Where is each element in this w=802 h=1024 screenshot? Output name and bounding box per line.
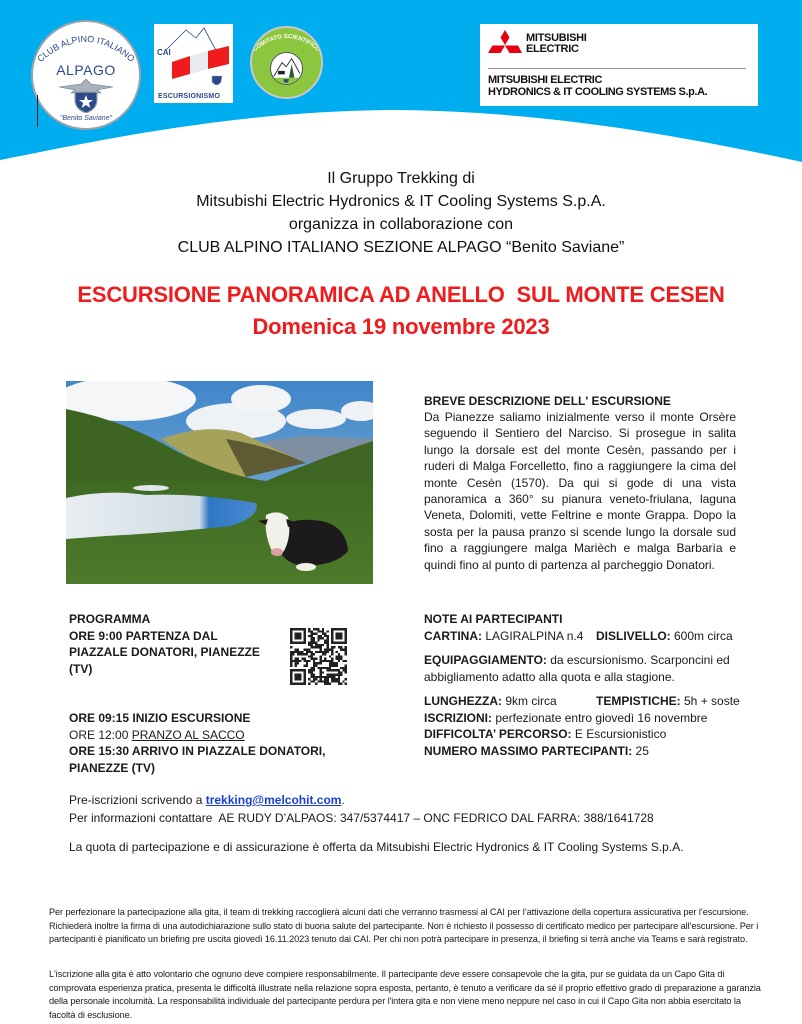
comitato-scientifico-logo bbox=[250, 26, 323, 99]
dislivello-value: 600m circa bbox=[670, 628, 733, 643]
comitato-ring-text-arc bbox=[252, 28, 321, 52]
mitsubishi-electric-logo bbox=[480, 24, 758, 106]
lunghezza-value: 9km circa bbox=[502, 694, 557, 708]
note-iscrizioni bbox=[424, 710, 754, 727]
programma-item-arrival: ORE 15:30 ARRIVO IN PIAZZALE DONATORI, PIANEZZE (TV) bbox=[69, 744, 326, 775]
preiscrizioni-suffix: . bbox=[341, 793, 345, 807]
note-row-lunghezza bbox=[424, 693, 754, 710]
landscape-photo-image bbox=[66, 381, 373, 584]
brand-line-2: ELECTRIC bbox=[526, 43, 579, 55]
numero-label: NUMERO MASSIMO PARTECIPANTI: bbox=[424, 743, 633, 758]
cai-motto: "Benito Saviane" bbox=[59, 115, 113, 122]
intro-line-3: organizza in collaborazione con bbox=[288, 216, 514, 233]
lunghezza-label: LUNGHEZZA: bbox=[424, 694, 502, 708]
programma-item-start: ORE 09:15 INIZIO ESCURSIONE bbox=[69, 711, 251, 725]
intro-text bbox=[0, 167, 802, 259]
description-text: Da Pianezze saliamo inizialmente verso il monte Orsère seguendo il Sentiero del Narciso. Si prosegue in salita lungo la dorsale est del monte Cesèn, passando per i ruderi di Malga Forcelletto, fino a raggiungere la cima del monte Cesèn (1570). Da qui si gode di una vista panoramica a 360° su pianura veneto-friulana, laguna Veneta, Dolomiti, vette Feltrine e monte Grappa. Dopo la sosta per la pausa pranzo si scende lungo la dorsale sud fino a raggiungere malga Marièch e malga Barbarìa e quindi fino al punto di partenza al parcheggio Donatori. bbox=[424, 410, 736, 572]
quota-note: La quota di partecipazione e di assicurazione è offerta da Mitsubishi Electric Hydronics & IT Cooling Systems S.p.A. bbox=[69, 840, 684, 854]
equipaggiamento-value: da escursionismo. Scarponcini ed abbigliamento adatto alla quota e alla stagione. bbox=[424, 653, 730, 684]
note-heading: NOTE AI PARTECIPANTI bbox=[424, 612, 563, 626]
description-section bbox=[424, 393, 736, 573]
header-banner bbox=[0, 0, 802, 170]
escursionismo-label: ESCURSIONISMO bbox=[158, 93, 221, 100]
cai-escursionismo-logo bbox=[154, 24, 233, 103]
iscrizioni-label: ISCRIZIONI: bbox=[424, 710, 492, 725]
lunch-time: ORE 12:00 bbox=[69, 727, 132, 742]
programma-item-departure: ORE 9:00 PARTENZA DAL PIAZZALE DONATORI, PIANEZZE (TV) bbox=[69, 628, 260, 676]
mitsubishi-company-name bbox=[488, 74, 707, 98]
note-difficolta bbox=[424, 726, 754, 743]
cai-alpago-logo bbox=[31, 20, 141, 130]
cartina-label: CARTINA: bbox=[424, 628, 482, 643]
note-equipaggiamento bbox=[424, 652, 754, 685]
qr-code[interactable] bbox=[290, 628, 347, 685]
event-date: Domenica 19 novembre 2023 bbox=[252, 314, 550, 339]
company-line-1: MITSUBISHI ELECTRIC bbox=[488, 74, 603, 86]
comitato-ring-text: COMITATO SCIENTIFICO bbox=[252, 33, 321, 52]
iscrizioni-value: perfezionate entro giovedì 16 novembre bbox=[492, 710, 708, 725]
cartina-value: LAGIRALPINA n.4 bbox=[482, 628, 584, 643]
landscape-photo bbox=[66, 381, 373, 584]
programma-heading: PROGRAMMA bbox=[69, 612, 151, 626]
logo-divider bbox=[488, 68, 746, 69]
programma-item-lunch bbox=[69, 727, 379, 744]
numero-value: 25 bbox=[632, 743, 649, 758]
intro-line-1: Il Gruppo Trekking di bbox=[327, 170, 475, 187]
preiscrizioni-text: Pre-iscrizioni scrivendo a bbox=[69, 793, 206, 807]
contacts-section bbox=[69, 791, 769, 827]
event-title bbox=[0, 279, 802, 343]
difficolta-value: E Escursionistico bbox=[571, 727, 667, 741]
note-section bbox=[424, 611, 754, 759]
intro-line-2: Mitsubishi Electric Hydronics & IT Cooling Systems S.p.A. bbox=[196, 193, 606, 210]
brand-line-1: MITSUBISHI bbox=[526, 32, 587, 44]
mitsubishi-brand bbox=[526, 33, 587, 55]
divider-line bbox=[37, 95, 38, 127]
equipaggiamento-label: EQUIPAGGIAMENTO: bbox=[424, 653, 547, 667]
cai-section-name: ALPAGO bbox=[56, 62, 116, 78]
dislivello-label: DISLIVELLO: bbox=[596, 628, 671, 643]
lunch-text: PRANZO AL SACCO bbox=[131, 727, 245, 742]
mountain-ibex-icon bbox=[270, 52, 303, 85]
tempistiche-label: TEMPISTICHE: bbox=[596, 694, 681, 708]
company-line-2: HYDRONICS & IT COOLING SYSTEMS S.p.A. bbox=[488, 86, 708, 98]
cai-ring-text: CLUB ALPINO ITALIANO bbox=[35, 33, 137, 64]
preiscrizioni-line bbox=[69, 791, 769, 809]
eagle-shield-icon bbox=[57, 79, 115, 113]
fine-print-paragraph-2: L'iscrizione alla gita è atto volontario che ognuno deve compiere responsabilmente. Il partecipante deve essere consapevole che la gita, pur se guidata da un Capo Gita di comprovata esperienza pratica, presenta le difficoltà illustrate nella relazione sopra esposta, pertanto, è tenuto a verificare da sé il proprio effettivo grado di preparazione a garanzia della personale incolumità. La responsabilità individuale del partecipante perdura per l'intera gita e non viene meno neppure nel caso in cui il Capo Gita non abbia esercitato la facoltà di esclusione. bbox=[49, 969, 761, 1020]
cai-ring-text-arc bbox=[33, 22, 139, 64]
three-diamonds-icon bbox=[488, 30, 522, 60]
note-row-cartina bbox=[424, 628, 754, 645]
difficolta-label: DIFFICOLTA’ PERCORSO: bbox=[424, 727, 572, 741]
intro-line-4: CLUB ALPINO ITALIANO SEZIONE ALPAGO “Benito Saviane” bbox=[177, 239, 625, 256]
fine-print-paragraph-1: Per perfezionare la partecipazione alla gita, il team di trekking raccoglierà alcuni dati che verranno trasmessi al CAI per l’attivazione della copertura assicurativa per l’escursione. Richiederà inoltre la firma di una autodichiarazione sullo stato di buona salute del partecipante. Non è richiesto il possesso di certificato medico per partecipare all’escursione. Per i partecipanti è pianificato un briefing pre uscita giovedì 16.11.2023 tenuto dai CAI. Per chi non potrà partecipare in presenza, il briefing si terrà anche via Teams e sarà registrato. bbox=[49, 907, 759, 945]
info-contacts: Per informazioni contattare AE RUDY D’ALPAOS: 347/5374417 – ONC FEDRICO DAL FARRA: 388/1641728 bbox=[69, 811, 654, 825]
description-heading: BREVE DESCRIZIONE DELL' ESCURSIONE bbox=[424, 394, 671, 408]
escursionismo-cai-label: CAI bbox=[157, 48, 171, 57]
note-numero bbox=[424, 743, 754, 760]
tempistiche-value: 5h + soste bbox=[680, 694, 740, 708]
email-link[interactable]: trekking@melcohit.com bbox=[205, 793, 342, 807]
event-title-main: ESCURSIONE PANORAMICA AD ANELLO SUL MONTE CESEN bbox=[77, 282, 725, 307]
